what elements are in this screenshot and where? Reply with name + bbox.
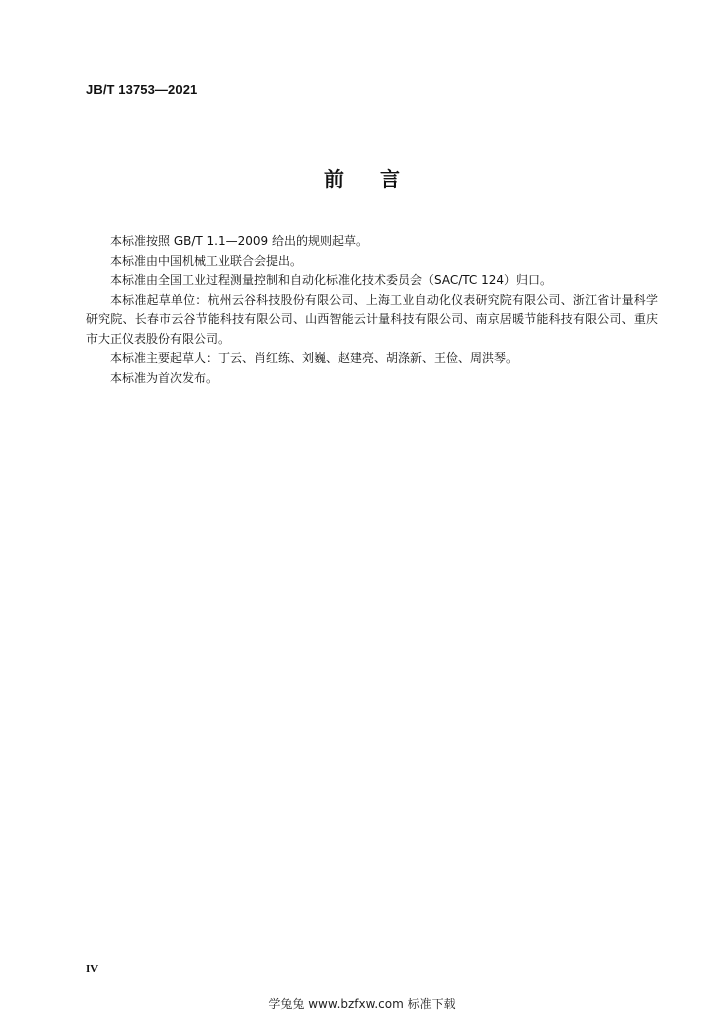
watermark-text: 学兔兔 www.bzfxw.com 标准下载 [268,997,456,1011]
page-number: IV [86,963,99,975]
paragraph-drafting-units: 本标准起草单位：杭州云谷科技股份有限公司、上海工业自动化仪表研究院有限公司、浙江省计量科学研究院、长春市云谷节能科技有限公司、山西智能云计量科技有限公司、南京居暖节能科技有限公司、重庆市大正仪表股份有限公司。 [86,292,658,346]
paragraph-committee: 本标准由全国工业过程测量控制和自动化标准化技术委员会（SAC/TC 124）归口。 [110,273,552,287]
paragraph-drafters: 本标准主要起草人：丁云、肖红练、刘巍、赵建亮、胡涤新、王俭、周洪琴。 [110,351,519,365]
title-char-2: 言 [380,167,400,191]
foreword-body [86,232,658,388]
paragraph-first-release: 本标准为首次发布。 [110,370,219,385]
title-char-1: 前 [324,167,344,191]
paragraph-proposer: 本标准由中国机械工业联合会提出。 [110,253,303,268]
page-title [0,163,724,192]
paragraph-drafting-rules: 本标准按照 GB/T 1.1—2009 给出的规则起草。 [110,234,368,248]
standard-code: JB/T 13753—2021 [86,82,198,97]
